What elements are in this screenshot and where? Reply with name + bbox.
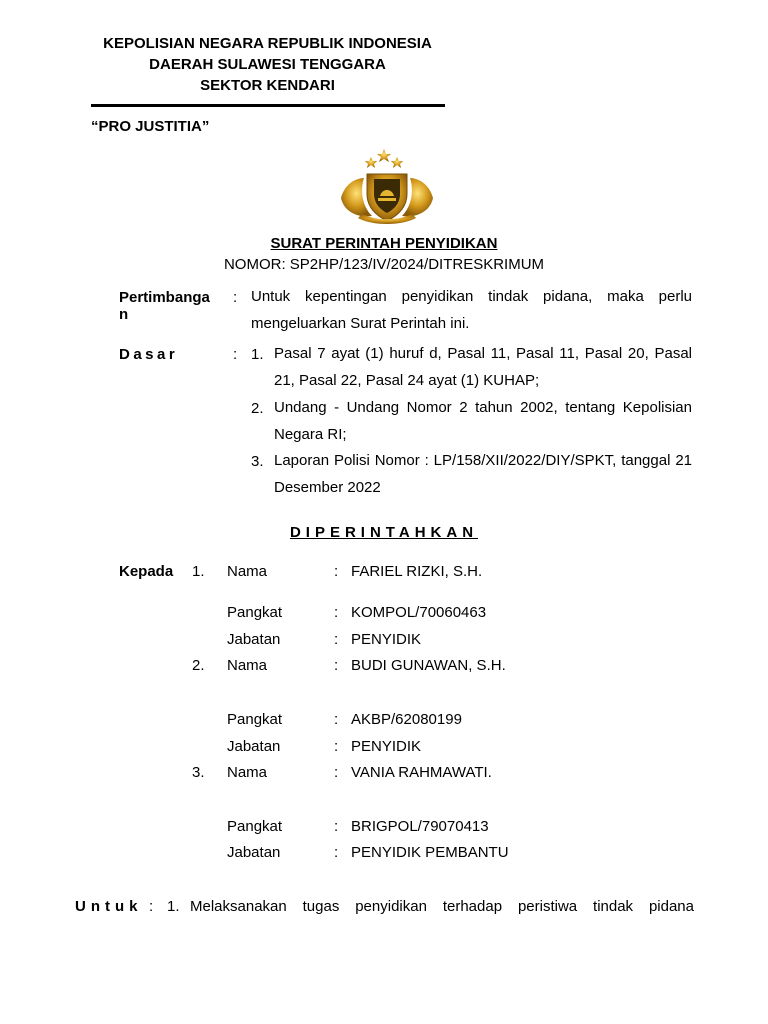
dasar-item-2-number: 2. bbox=[251, 400, 264, 417]
letterhead-rule bbox=[91, 104, 445, 107]
person-3-jabatan-label: Jabatan bbox=[227, 844, 281, 861]
untuk-label: Untuk bbox=[75, 898, 143, 915]
letterhead-line-3: SEKTOR KENDARI bbox=[200, 77, 335, 94]
person-2-nama: BUDI GUNAWAN, S.H. bbox=[351, 657, 506, 674]
dasar-label: Dasar bbox=[119, 346, 179, 363]
person-1-nama-colon: : bbox=[334, 563, 339, 580]
dasar-item-1-number: 1. bbox=[251, 346, 264, 363]
person-1-number: 1. bbox=[192, 563, 205, 580]
person-2-nama-label: Nama bbox=[227, 657, 268, 674]
person-1-jabatan-colon: : bbox=[334, 631, 339, 648]
person-3-pangkat-label: Pangkat bbox=[227, 818, 283, 835]
person-1-nama: FARIEL RIZKI, S.H. bbox=[351, 563, 483, 580]
person-2-pangkat: AKBP/62080199 bbox=[351, 711, 462, 728]
pro-justitia-label: “PRO JUSTITIA” bbox=[91, 118, 210, 135]
person-2-pangkat-colon: : bbox=[334, 711, 339, 728]
police-emblem-icon bbox=[338, 146, 436, 228]
person-2-jabatan-colon: : bbox=[334, 738, 339, 755]
letterhead-line-2: DAERAH SULAWESI TENGGARA bbox=[149, 56, 386, 73]
person-3-jabatan: PENYIDIK PEMBANTU bbox=[351, 844, 509, 861]
kepada-label: Kepada bbox=[119, 563, 174, 580]
person-1-jabatan-label: Jabatan bbox=[227, 631, 281, 648]
untuk-colon: : bbox=[149, 898, 154, 915]
dasar-item-3-number: 3. bbox=[251, 453, 264, 470]
person-1-jabatan: PENYIDIK bbox=[351, 631, 422, 648]
person-2-nama-colon: : bbox=[334, 657, 339, 674]
document-number: NOMOR: SP2HP/123/IV/2024/DITRESKRIMUM bbox=[223, 256, 545, 273]
untuk-item-1-text: Melaksanakan tugas penyidikan terhadap peristiwa tindak pidana bbox=[190, 898, 694, 915]
person-2-pangkat-label: Pangkat bbox=[227, 711, 283, 728]
person-2-jabatan: PENYIDIK bbox=[351, 738, 422, 755]
person-3-nama-label: Nama bbox=[227, 764, 268, 781]
person-3-jabatan-colon: : bbox=[334, 844, 339, 861]
person-1-pangkat-colon: : bbox=[334, 604, 339, 621]
dasar-colon: : bbox=[233, 346, 238, 363]
person-3-number: 3. bbox=[192, 764, 205, 781]
person-3-pangkat-colon: : bbox=[334, 818, 339, 835]
person-2-jabatan-label: Jabatan bbox=[227, 738, 281, 755]
pertimbangan-colon: : bbox=[233, 289, 238, 306]
pertimbangan-label-part-2: n bbox=[119, 306, 129, 323]
person-1-pangkat-label: Pangkat bbox=[227, 604, 283, 621]
pertimbangan-label bbox=[119, 289, 210, 323]
person-1-nama-label: Nama bbox=[227, 563, 268, 580]
letterhead-line-1: KEPOLISIAN NEGARA REPUBLIK INDONESIA bbox=[103, 35, 432, 52]
pertimbangan-label-part-1: Pertimbanga bbox=[119, 289, 210, 306]
dasar-item-3-text: Laporan Polisi Nomor : LP/158/XII/2022/DIY/SPKT, tanggal 21 Desember 2022 bbox=[274, 452, 692, 496]
pertimbangan-text: Untuk kepentingan penyidikan tindak pidana, maka perlu mengeluarkan Surat Perintah ini. bbox=[251, 288, 692, 332]
person-1-pangkat: KOMPOL/70060463 bbox=[351, 604, 487, 621]
dasar-item-1-text: Pasal 7 ayat (1) huruf d, Pasal 11, Pasal 11, Pasal 20, Pasal 21, Pasal 22, Pasal 24 ayat (1) KUHAP; bbox=[274, 345, 692, 389]
dasar-item-2-text: Undang - Undang Nomor 2 tahun 2002, tentang Kepolisian Negara RI; bbox=[274, 399, 692, 443]
diperintahkan-heading: DIPERINTAHKAN bbox=[289, 524, 479, 541]
document-title: SURAT PERINTAH PENYIDIKAN bbox=[270, 235, 498, 252]
person-3-nama: VANIA RAHMAWATI. bbox=[351, 764, 492, 781]
untuk-item-1-number: 1. bbox=[167, 898, 180, 915]
person-3-pangkat: BRIGPOL/79070413 bbox=[351, 818, 489, 835]
person-3-nama-colon: : bbox=[334, 764, 339, 781]
person-2-number: 2. bbox=[192, 657, 205, 674]
